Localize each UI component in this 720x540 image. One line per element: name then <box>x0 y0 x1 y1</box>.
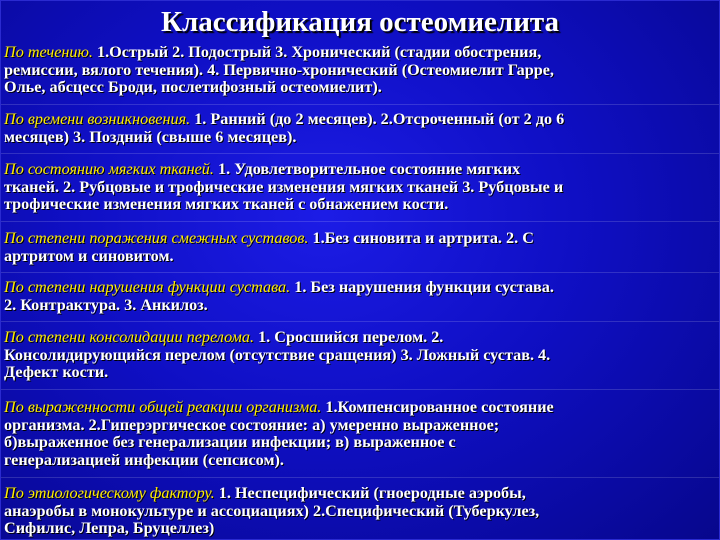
list-item-joint-involvement <box>4 230 718 265</box>
divider <box>0 477 720 478</box>
divider <box>0 272 720 273</box>
list-item-soft-tissue <box>4 161 718 214</box>
criterion-label: По выраженности общей реакции организма. <box>4 398 322 416</box>
item-text: 1. Сросшийся перелом. 2. Консолидирующийся перелом (отсутствие сращения) 3. Ложный сустав. 4. Дефект кости. <box>4 328 551 381</box>
criterion-label: По этиологическому фактору. <box>4 484 215 502</box>
list-item-etiology <box>4 485 718 538</box>
criterion-label: По состоянию мягких тканей. <box>4 160 214 178</box>
divider <box>0 389 720 390</box>
item-text: 1. Удовлетворительное состояние мягких тканей. 2. Рубцовые и трофические изменения мягких тканей 3. Рубцовые и трофические изменения мягких тканей с обнажением кости. <box>4 160 564 213</box>
divider <box>0 221 720 222</box>
item-text: 1. Ранний (до 2 месяцев). 2.Отсроченный (от 2 до 6 месяцев) 3. Поздний (свыше 6 месяцев). <box>4 110 565 146</box>
criterion-label: По течению. <box>4 43 93 61</box>
item-text: 1. Неспецифический (гноеродные аэробы, анаэробы в монокультуре и ассоциациях) 2.Специфический (Туберкулез, Сифилис, Лепра, Бруцеллез) <box>4 484 540 537</box>
item-text: 1.Острый 2. Подострый 3. Хронический (стадии обострения, ремиссии, вялого течения). 4. Первично-хронический (Остеомиелит Гарре, Олье, абсцесс Броди, послетифозный остеомиелит). <box>4 43 554 96</box>
criterion-label: По времени возникновения. <box>4 110 191 128</box>
slide-title: Классификация остеомиелита <box>161 6 559 38</box>
list-item-onset-time <box>4 111 718 146</box>
item-text: 1. Без нарушения функции сустава. 2. Контрактура. 3. Анкилоз. <box>4 278 554 314</box>
divider <box>0 321 720 322</box>
criterion-label: По степени консолидации перелома. <box>4 328 255 346</box>
divider <box>0 104 720 105</box>
list-item-course <box>4 44 718 97</box>
classification-list <box>0 44 720 540</box>
divider <box>0 153 720 154</box>
item-text: 1.Без синовита и артрита. 2. С артритом и синовитом. <box>4 229 534 265</box>
list-item-fracture-consolidation <box>4 329 718 382</box>
list-item-systemic-reaction <box>4 399 718 469</box>
criterion-label: По степени нарушения функции сустава. <box>4 278 291 296</box>
list-item-joint-function <box>4 279 718 314</box>
criterion-label: По степени поражения смежных суставов. <box>4 229 309 247</box>
item-text: 1.Компенсированное состояние организма. 2.Гиперэргическое состояние: а) умеренно выраженное; б)выраженное без генерализации инфекции; в) выраженное с генерализацией инфекции (сепсисом). <box>4 398 554 469</box>
